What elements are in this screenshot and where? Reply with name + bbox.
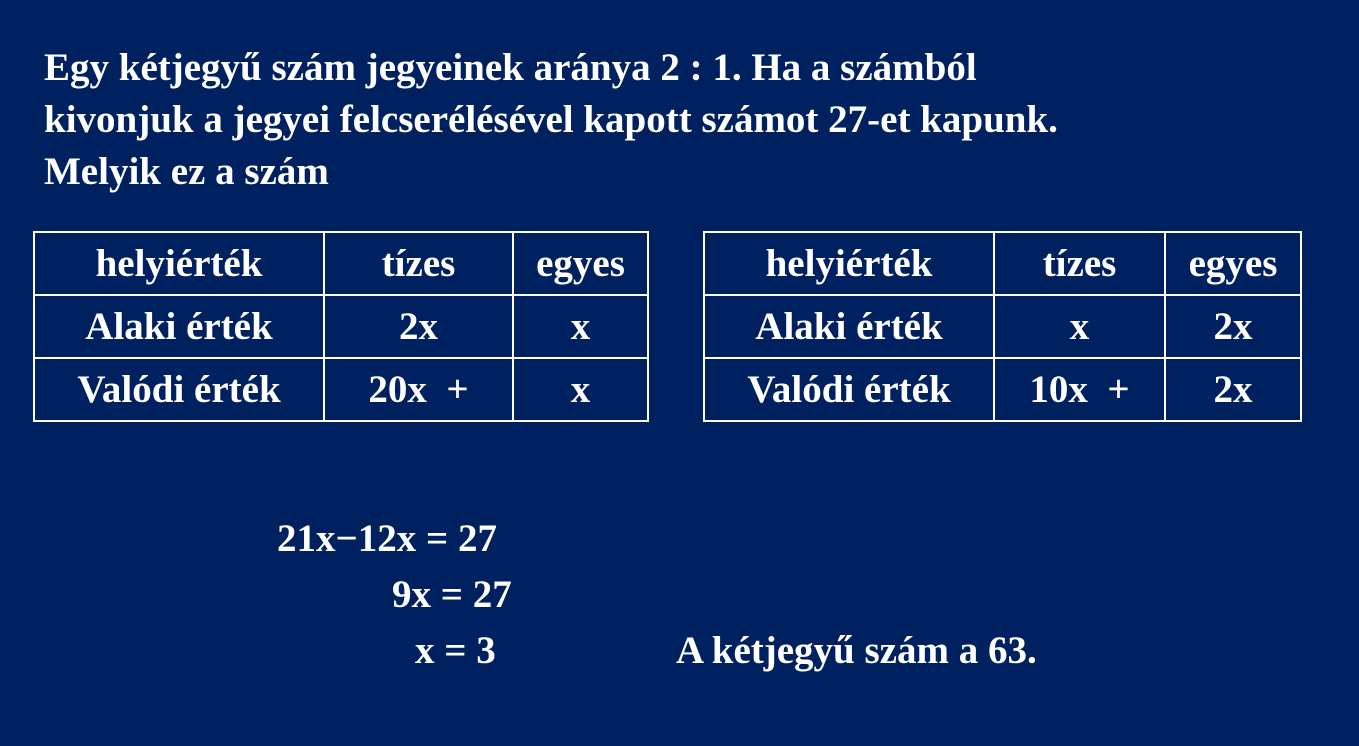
answer-text: A kétjegyű szám a 63. [676,629,1037,672]
equation-step: 21x−12x = 27 [277,517,497,560]
table-cell: 2x [1165,295,1301,358]
table-cell: x [513,358,648,421]
place-value-table-swapped [703,231,1302,422]
table-header-cell: helyiérték [34,232,324,295]
table-header-cell: tízes [994,232,1165,295]
table-row [704,358,1301,421]
problem-line: kivonjuk a jegyei felcserélésével kapott számot 27-et kapunk. [44,98,1058,141]
table-cell: Alaki érték [34,295,324,358]
problem-statement [44,42,1334,198]
table-cell: Alaki érték [704,295,994,358]
table-cell: 2x [324,295,513,358]
table-header-cell: egyes [1165,232,1301,295]
table-row [34,295,648,358]
table-header-cell: tízes [324,232,513,295]
table-cell: 20x + [324,358,513,421]
table-header-cell: helyiérték [704,232,994,295]
table-row [34,358,648,421]
table-cell: Valódi érték [34,358,324,421]
table-cell: Valódi érték [704,358,994,421]
equation-step: x = 3 [415,629,496,672]
equation-step: 9x = 27 [392,573,512,616]
problem-line: Melyik ez a szám [44,150,329,193]
table-header-row [704,232,1301,295]
table-header-row [34,232,648,295]
table-cell: 10x + [994,358,1165,421]
table-cell: 2x [1165,358,1301,421]
table-row [704,295,1301,358]
table-cell: x [994,295,1165,358]
place-value-table-original [33,231,649,422]
problem-line: Egy kétjegyű szám jegyeinek aránya 2 : 1. Ha a számból [44,46,977,89]
table-cell: x [513,295,648,358]
table-header-cell: egyes [513,232,648,295]
